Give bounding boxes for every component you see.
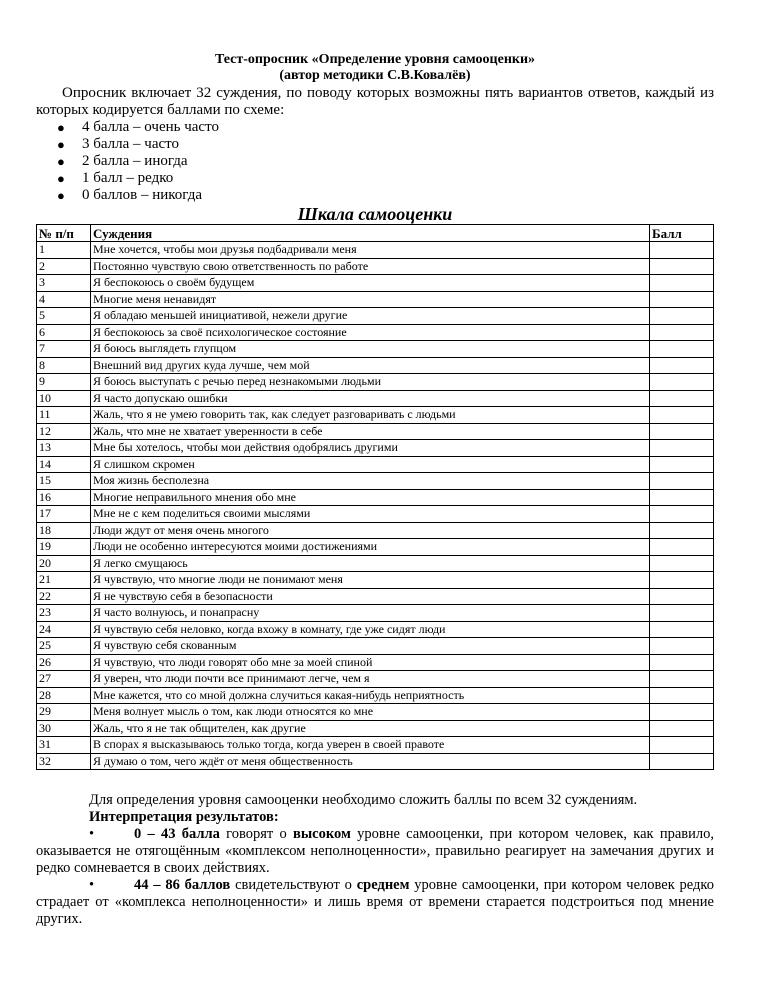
row-number: 17 xyxy=(37,506,91,523)
table-row xyxy=(37,456,714,473)
score-cell[interactable] xyxy=(650,506,714,523)
row-number: 27 xyxy=(37,671,91,688)
statement-text: Постоянно чувствую свою ответственность по работе xyxy=(91,258,650,275)
table-row xyxy=(37,522,714,539)
score-range: 0 – 43 балла xyxy=(134,826,220,842)
score-cell[interactable] xyxy=(650,621,714,638)
bullet-icon: ● xyxy=(57,137,65,152)
score-cell[interactable] xyxy=(650,374,714,391)
row-number: 11 xyxy=(37,407,91,424)
score-cell[interactable] xyxy=(650,753,714,770)
statement-text: Я чувствую, что люди говорят обо мне за моей спиной xyxy=(91,654,650,671)
table-body xyxy=(37,242,714,770)
table-row xyxy=(37,374,714,391)
statement-text: Я боюсь выглядеть глупцом xyxy=(91,341,650,358)
table-row xyxy=(37,687,714,704)
statement-text: Жаль, что я не так общителен, как другие xyxy=(91,720,650,737)
table-row xyxy=(37,671,714,688)
score-cell[interactable] xyxy=(650,324,714,341)
statements-table xyxy=(36,224,714,770)
results-section xyxy=(36,792,714,928)
score-cell[interactable] xyxy=(650,555,714,572)
score-cell[interactable] xyxy=(650,489,714,506)
statement-text: Многие неправильного мнения обо мне xyxy=(91,489,650,506)
score-cell[interactable] xyxy=(650,291,714,308)
table-row xyxy=(37,704,714,721)
table-row xyxy=(37,324,714,341)
score-cell[interactable] xyxy=(650,654,714,671)
bullet-icon: ● xyxy=(57,171,65,186)
column-header-number: № п/п xyxy=(37,225,91,242)
score-cell[interactable] xyxy=(650,720,714,737)
score-cell[interactable] xyxy=(650,258,714,275)
scoring-item: ● 3 балла – часто xyxy=(57,136,180,152)
statement-text: Я беспокоюсь о своём будущем xyxy=(91,275,650,292)
statement-text: Я легко смущаюсь xyxy=(91,555,650,572)
intro-paragraph: Опросник включает 32 суждения, по поводу которых возможны пять вариантов ответов, каждый из которых кодируется баллами по схеме: xyxy=(36,85,714,118)
statement-text: Внешний вид других куда лучше, чем мой xyxy=(91,357,650,374)
table-row xyxy=(37,621,714,638)
score-cell[interactable] xyxy=(650,638,714,655)
row-number: 6 xyxy=(37,324,91,341)
row-number: 1 xyxy=(37,242,91,259)
table-row xyxy=(37,423,714,440)
statement-text: Я думаю о том, чего ждёт от меня общественность xyxy=(91,753,650,770)
table-row xyxy=(37,258,714,275)
statement-text: Я часто волнуюсь, и понапрасну xyxy=(91,605,650,622)
bullet-icon: ● xyxy=(57,154,65,169)
score-cell[interactable] xyxy=(650,275,714,292)
score-cell[interactable] xyxy=(650,704,714,721)
row-number: 20 xyxy=(37,555,91,572)
statement-text: Я обладаю меньшей инициативой, нежели другие xyxy=(91,308,650,325)
statement-text: Люди не особенно интересуются моими достижениями xyxy=(91,539,650,556)
table-row xyxy=(37,308,714,325)
table-row xyxy=(37,753,714,770)
statement-text: Я не чувствую себя в безопасности xyxy=(91,588,650,605)
score-cell[interactable] xyxy=(650,390,714,407)
statement-text: Многие меня ненавидят xyxy=(91,291,650,308)
bullet-icon: • xyxy=(89,826,95,842)
level-word: высоком xyxy=(293,826,351,842)
row-number: 15 xyxy=(37,473,91,490)
statement-text: Я боюсь выступать с речью перед незнакомыми людьми xyxy=(91,374,650,391)
row-number: 21 xyxy=(37,572,91,589)
statement-text: Я беспокоюсь за своё психологическое состояние xyxy=(91,324,650,341)
statement-text: Я чувствую, что многие люди не понимают меня xyxy=(91,572,650,589)
statement-text: Моя жизнь бесполезна xyxy=(91,473,650,490)
score-cell[interactable] xyxy=(650,341,714,358)
row-number: 3 xyxy=(37,275,91,292)
document-page xyxy=(36,52,714,928)
row-number: 30 xyxy=(37,720,91,737)
interpretation-heading: Интерпретация результатов: xyxy=(89,809,279,825)
table-row xyxy=(37,291,714,308)
statement-text: Я часто допускаю ошибки xyxy=(91,390,650,407)
table-row xyxy=(37,506,714,523)
table-row xyxy=(37,390,714,407)
row-number: 16 xyxy=(37,489,91,506)
table-row xyxy=(37,720,714,737)
row-number: 8 xyxy=(37,357,91,374)
statement-text: Жаль, что мне не хватает уверенности в себе xyxy=(91,423,650,440)
statement-text: В спорах я высказываюсь только тогда, когда уверен в своей правоте xyxy=(91,737,650,754)
score-cell[interactable] xyxy=(650,737,714,754)
statement-text: Мне бы хотелось, чтобы мои действия одобрялись другими xyxy=(91,440,650,457)
score-cell[interactable] xyxy=(650,473,714,490)
table-row xyxy=(37,572,714,589)
row-number: 22 xyxy=(37,588,91,605)
score-cell[interactable] xyxy=(650,687,714,704)
score-cell[interactable] xyxy=(650,522,714,539)
score-cell[interactable] xyxy=(650,588,714,605)
row-number: 4 xyxy=(37,291,91,308)
row-number: 13 xyxy=(37,440,91,457)
score-cell[interactable] xyxy=(650,605,714,622)
row-number: 26 xyxy=(37,654,91,671)
bullet-icon: • xyxy=(89,877,95,893)
statement-text: Я уверен, что люди почти все принимают легче, чем я xyxy=(91,671,650,688)
score-cell[interactable] xyxy=(650,242,714,259)
row-number: 2 xyxy=(37,258,91,275)
row-number: 9 xyxy=(37,374,91,391)
summary-text: Для определения уровня самооценки необходимо сложить баллы по всем 32 суждениям. xyxy=(89,792,638,808)
table-row xyxy=(37,341,714,358)
scale-title: Шкала самооценки xyxy=(297,204,453,224)
score-cell[interactable] xyxy=(650,357,714,374)
scoring-item: ● 0 баллов – никогда xyxy=(57,187,202,203)
statement-text: Люди ждут от меня очень многого xyxy=(91,522,650,539)
column-header-statement: Суждения xyxy=(91,225,650,242)
table-row xyxy=(37,588,714,605)
table-row xyxy=(37,539,714,556)
score-cell[interactable] xyxy=(650,308,714,325)
row-number: 19 xyxy=(37,539,91,556)
row-number: 12 xyxy=(37,423,91,440)
table-row xyxy=(37,737,714,754)
table-row xyxy=(37,489,714,506)
table-row xyxy=(37,440,714,457)
table-row xyxy=(37,605,714,622)
score-range: 44 – 86 баллов xyxy=(134,877,231,893)
scoring-item: ● 2 балла – иногда xyxy=(57,153,188,169)
score-cell[interactable] xyxy=(650,407,714,424)
interpretation-item: • 0 – 43 балла говорят о высоком уровне самооценки, при котором человек, как правило, оказывается не отягощённым «комплексом неполноценности», правильно реагирует на замечания других и редко сомневается в своих действиях. xyxy=(36,826,714,876)
document-author: (автор методики С.В.Ковалёв) xyxy=(279,68,471,83)
statement-text: Меня волнует мысль о том, как люди относятся ко мне xyxy=(91,704,650,721)
statement-text: Я слишком скромен xyxy=(91,456,650,473)
row-number: 14 xyxy=(37,456,91,473)
row-number: 24 xyxy=(37,621,91,638)
statement-text: Мне хочется, чтобы мои друзья подбадривали меня xyxy=(91,242,650,259)
row-number: 29 xyxy=(37,704,91,721)
statement-text: Мне кажется, что со мной должна случиться какая-нибудь неприятность xyxy=(91,687,650,704)
statement-text: Я чувствую себя неловко, когда вхожу в комнату, где уже сидят люди xyxy=(91,621,650,638)
row-number: 31 xyxy=(37,737,91,754)
statement-text: Жаль, что я не умею говорить так, как следует разговаривать с людьми xyxy=(91,407,650,424)
row-number: 10 xyxy=(37,390,91,407)
table-row xyxy=(37,555,714,572)
row-number: 7 xyxy=(37,341,91,358)
score-cell[interactable] xyxy=(650,423,714,440)
score-cell[interactable] xyxy=(650,539,714,556)
table-row xyxy=(37,638,714,655)
bullet-icon: ● xyxy=(57,120,65,135)
table-row xyxy=(37,275,714,292)
document-title: Тест-опросник «Определение уровня самооценки» xyxy=(214,52,536,67)
score-cell[interactable] xyxy=(650,572,714,589)
statement-text: Я чувствую себя скованным xyxy=(91,638,650,655)
interpretation-item: • 44 – 86 баллов свидетельствуют о среднем уровне самооценки, при котором человек редко страдает от «комплекса неполноценности» и лишь время от времени старается подстроиться под мнение других. xyxy=(36,877,714,927)
statement-text: Мне не с кем поделиться своими мыслями xyxy=(91,506,650,523)
level-word: среднем xyxy=(356,877,410,893)
score-cell[interactable] xyxy=(650,440,714,457)
score-cell[interactable] xyxy=(650,456,714,473)
score-cell[interactable] xyxy=(650,671,714,688)
row-number: 5 xyxy=(37,308,91,325)
row-number: 23 xyxy=(37,605,91,622)
table-row xyxy=(37,473,714,490)
scoring-item: ● 1 балл – редко xyxy=(57,170,174,186)
table-row xyxy=(37,407,714,424)
row-number: 32 xyxy=(37,753,91,770)
scoring-list xyxy=(36,119,714,204)
table-header-row xyxy=(37,225,714,242)
row-number: 18 xyxy=(37,522,91,539)
row-number: 25 xyxy=(37,638,91,655)
column-header-score: Балл xyxy=(650,225,714,242)
row-number: 28 xyxy=(37,687,91,704)
bullet-icon: ● xyxy=(57,188,65,203)
table-row xyxy=(37,357,714,374)
table-row xyxy=(37,242,714,259)
scoring-item: ● 4 балла – очень часто xyxy=(57,119,219,135)
table-row xyxy=(37,654,714,671)
